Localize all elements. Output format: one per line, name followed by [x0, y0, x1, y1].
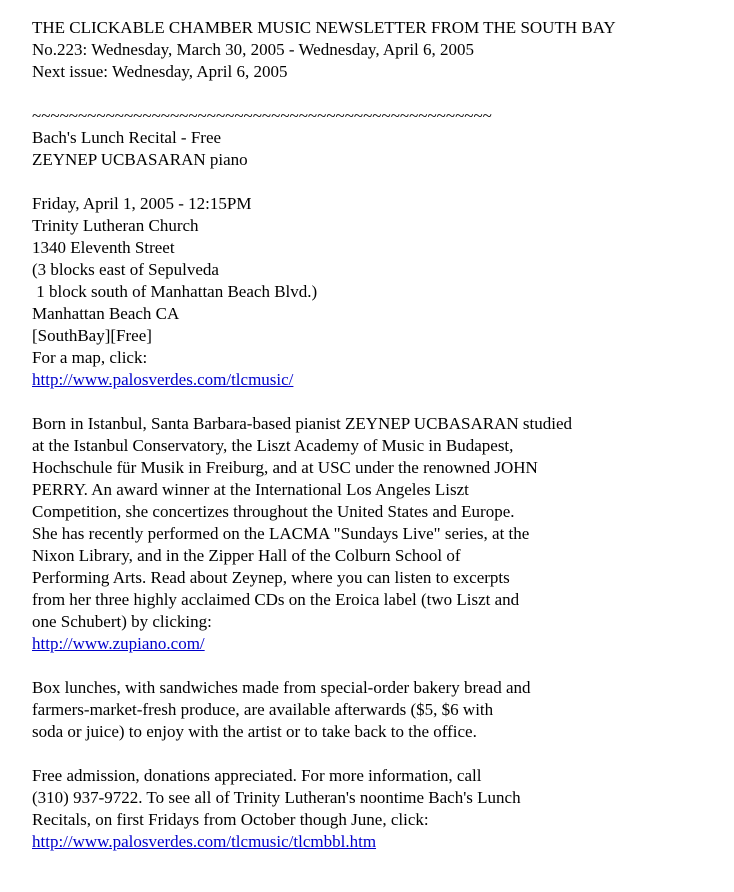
bio-line: Hochschule für Musik in Freiburg, and at USC under the renowned JOHN [32, 458, 538, 477]
spacer [32, 655, 722, 677]
newsletter-page [32, 17, 722, 853]
event-title: Bach's Lunch Recital - Free [32, 128, 222, 147]
map-link[interactable]: http://www.palosverdes.com/tlcmusic/ [32, 370, 294, 389]
admission-line: Free admission, donations appreciated. For more information, call [32, 766, 482, 785]
admission-paragraph [32, 765, 722, 853]
event-performer: ZEYNEP UCBASARAN piano [32, 150, 248, 169]
bio-line: at the Istanbul Conservatory, the Liszt Academy of Music in Budapest, [32, 436, 514, 455]
event-city: Manhattan Beach CA [32, 304, 180, 323]
lunch-line: Box lunches, with sandwiches made from special-order bakery bread and [32, 678, 531, 697]
next-issue: Next issue: Wednesday, April 6, 2005 [32, 62, 288, 81]
event-datetime: Friday, April 1, 2005 - 12:15PM [32, 194, 252, 213]
event-tags: [SouthBay][Free] [32, 326, 152, 345]
event-venue: Trinity Lutheran Church [32, 216, 199, 235]
admission-line: Recitals, on first Fridays from October though June, click: [32, 810, 429, 829]
issue-dates: No.223: Wednesday, March 30, 2005 - Wednesday, April 6, 2005 [32, 40, 475, 59]
event-directions-line-1: (3 blocks east of Sepulveda [32, 260, 219, 279]
bio-line: She has recently performed on the LACMA "Sundays Live" series, at the [32, 524, 530, 543]
recitals-link[interactable]: http://www.palosverdes.com/tlcmusic/tlcmbbl.htm [32, 832, 377, 851]
bio-line: one Schubert) by clicking: [32, 612, 212, 631]
bio-line: Born in Istanbul, Santa Barbara-based pianist ZEYNEP UCBASARAN studied [32, 414, 572, 433]
bio-paragraph [32, 413, 722, 655]
map-prompt: For a map, click: [32, 348, 148, 367]
zupiano-link[interactable]: http://www.zupiano.com/ [32, 634, 205, 653]
bio-line: from her three highly acclaimed CDs on the Eroica label (two Liszt and [32, 590, 520, 609]
newsletter-title: THE CLICKABLE CHAMBER MUSIC NEWSLETTER FROM THE SOUTH BAY [32, 18, 616, 37]
lunch-line: farmers-market-fresh produce, are available afterwards ($5, $6 with [32, 700, 494, 719]
spacer [32, 743, 722, 765]
spacer [32, 391, 722, 413]
tilde-divider: ~~~~~~~~~~~~~~~~~~~~~~~~~~~~~~~~~~~~~~~~~~~~~~~~~~ [32, 106, 492, 125]
spacer [32, 83, 722, 105]
bio-line: PERRY. An award winner at the International Los Angeles Liszt [32, 480, 469, 499]
lunch-line: soda or juice) to enjoy with the artist or to take back to the office. [32, 722, 477, 741]
bio-line: Nixon Library, and in the Zipper Hall of the Colburn School of [32, 546, 461, 565]
event-directions-line-2: 1 block south of Manhattan Beach Blvd.) [32, 282, 318, 301]
bio-line: Competition, she concertizes throughout the United States and Europe. [32, 502, 515, 521]
spacer [32, 171, 722, 193]
event-street: 1340 Eleventh Street [32, 238, 175, 257]
lunch-paragraph [32, 677, 722, 743]
bio-line: Performing Arts. Read about Zeynep, where you can listen to excerpts [32, 568, 510, 587]
admission-line: (310) 937-9722. To see all of Trinity Lutheran's noontime Bach's Lunch [32, 788, 521, 807]
